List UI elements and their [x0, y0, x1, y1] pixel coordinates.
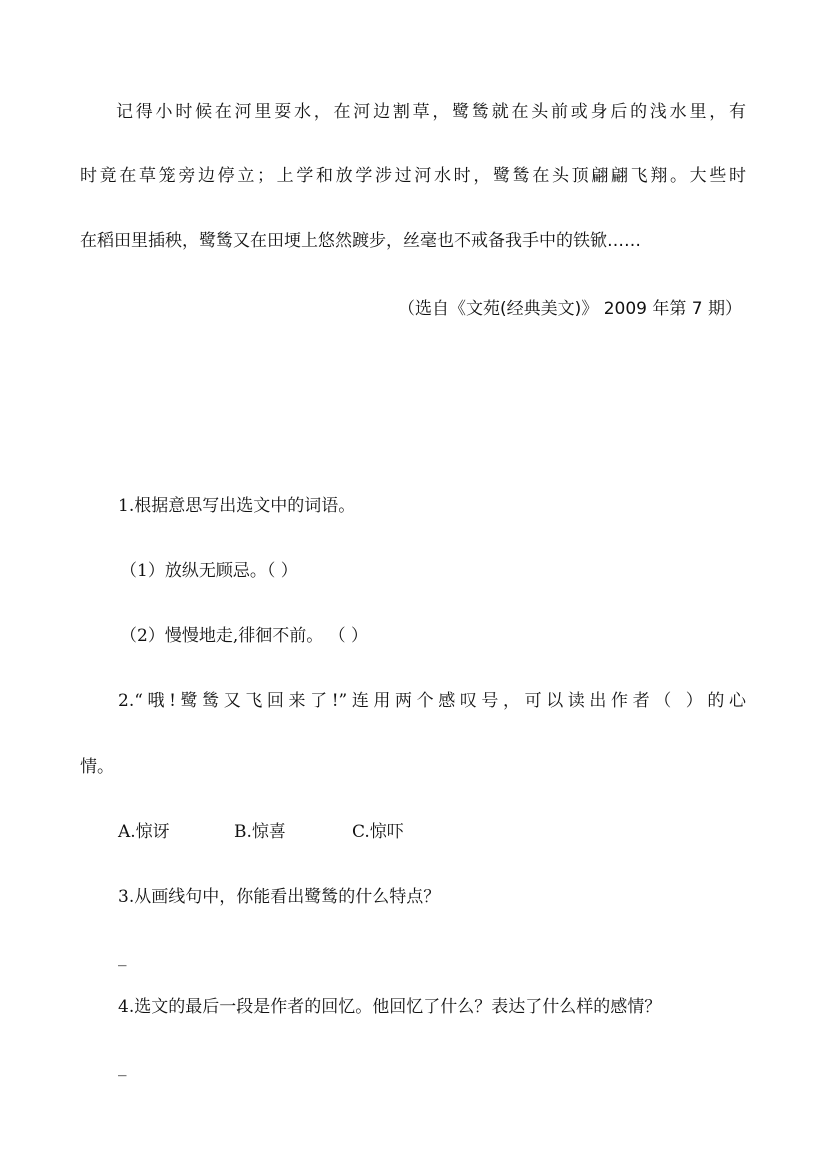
question-2-continued: 情。 — [80, 757, 114, 777]
question-2: 2.“哦!鹭鸶又飞回来了!”连用两个感叹号，可以读出作者（ ）的心 — [118, 691, 746, 711]
option-a: A.惊讶 — [118, 822, 170, 842]
question-1-item-2: （2）慢慢地走,徘徊不前。 （ ） — [120, 626, 369, 646]
question-3: 3.从画线句中，你能看出鹭鸶的什么特点？ — [118, 887, 441, 907]
question-3-answer-line: _ — [118, 947, 127, 967]
option-b: B.惊喜 — [234, 822, 286, 842]
question-1-item-1: （1）放纵无顾忌。（ ） — [120, 561, 298, 581]
question-1: 1.根据意思写出选文中的词语。 — [118, 496, 356, 516]
question-4: 4.选文的最后一段是作者的回忆。他回忆了什么？表达了什么样的感情？ — [118, 997, 662, 1017]
passage-line-3: 在稻田里插秧，鹭鸶又在田埂上悠然踱步，丝毫也不戒备我手中的铁锨…… — [80, 231, 641, 251]
passage-line-2: 时竟在草笼旁边停立；上学和放学涉过河水时，鹭鸶在头顶翩翩飞翔。大些时 — [80, 166, 746, 186]
question-4-answer-line: _ — [118, 1057, 127, 1077]
passage-source: （选自《文苑(经典美文)》 2009 年第 7 期） — [398, 299, 742, 319]
passage-line-1: 记得小时候在河里耍水，在河边割草，鹭鸶就在头前或身后的浅水里，有 — [116, 102, 746, 122]
option-c: C.惊吓 — [352, 822, 404, 842]
